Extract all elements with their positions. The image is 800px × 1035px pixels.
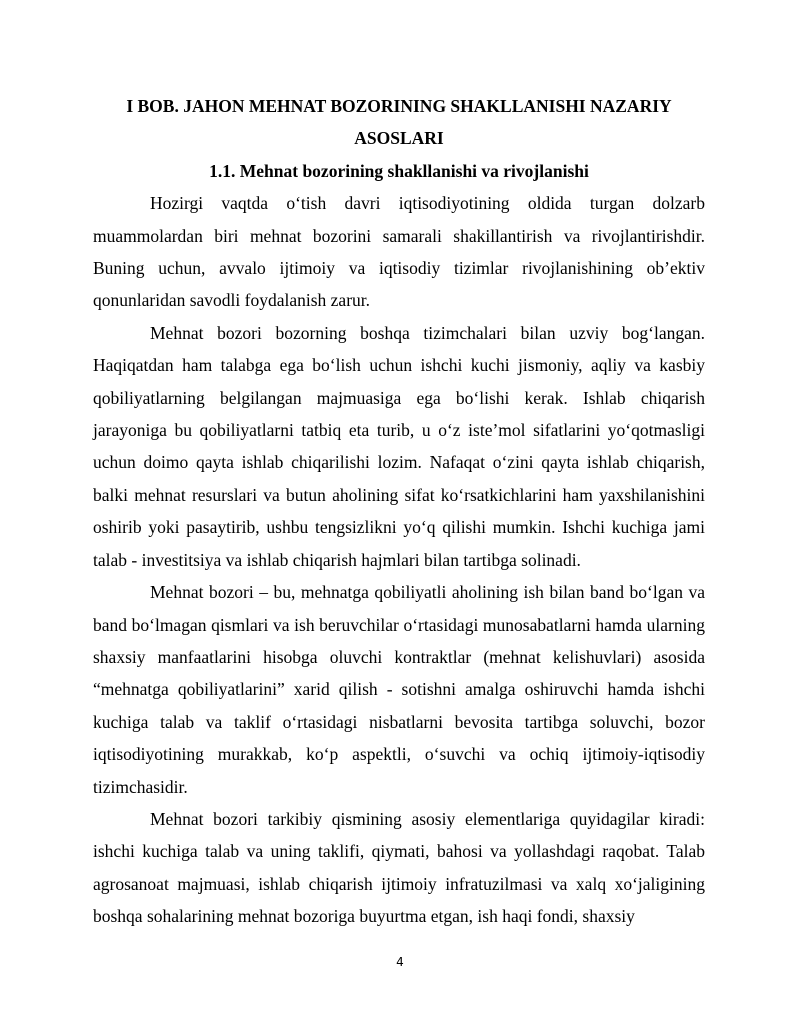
paragraph: Mehnat bozori – bu, mehnatga qobiliyatli aholining ish bilan band bo‘lgan va band bo‘lmagan qismlari va ish beruvchilar o‘rtasidagi munosabatlarni hamda ularning shaxsiy manfaatlarini hisobga oluvchi kontraktlar (mehnat kelishuvlari) asosida “mehnatga qobiliyatlarini” xarid qilish - sotishni amalga oshiruvchi hamda ishchi kuchiga talab va taklif o‘rtasidagi nisbatlarni bevosita tartibga soluvchi, bozor iqtisodiyotining murakkab, ko‘p aspektli, o‘suvchi va ochiq ijtimoiy-iqtisodiy tizimchasidir. bbox=[93, 582, 705, 797]
chapter-title: I BOB. JAHON MEHNAT BOZORINING SHAKLLANISHI NAZARIY ASOSLARI bbox=[126, 96, 672, 149]
paragraph: Hozirgi vaqtda o‘tish davri iqtisodiyotining oldida turgan dolzarb muammolardan biri mehnat bozorini samarali shakillantirish va rivojlantirishdir. Buning uchun, avvalo ijtimoiy va iqtisodiy tizimlar rivojlanishining ob’ektiv qonunlaridan savodli foydalanish zarur. bbox=[93, 193, 705, 311]
paragraph: Mehnat bozori bozorning boshqa tizimchalari bilan uzviy bog‘langan. Haqiqatdan ham talabga ega bo‘lish uchun ishchi kuchi jismoniy, aqliy va kasbiy qobiliyatlarning belgilangan majmuasiga ega bo‘lishi kerak. Ishlab chiqarish jarayoniga bu qobiliyatlarni tatbiq eta turib, u o‘z iste’mol sifatlarini yo‘qotmasligi uchun doimo qayta ishlab chiqarilishi lozim. Nafaqat o‘zini qayta ishlab chiqarish, balki mehnat resurslari va butun aholining sifat ko‘rsatkichlarini ham yaxshilanishini oshirib yoki pasaytirib, ushbu tengsizlikni yo‘q qilishi mumkin. Ishchi kuchiga jami talab - investitsiya va ishlab chiqarish hajmlari bilan tartibga solinadi. bbox=[93, 322, 705, 570]
document-body bbox=[93, 90, 705, 933]
page-number: 4 bbox=[396, 955, 404, 969]
section-title: 1.1. Mehnat bozorining shakllanishi va rivojlanishi bbox=[209, 160, 589, 181]
paragraph: Mehnat bozori tarkibiy qismining asosiy elementlariga quyidagilar kiradi: ishchi kuchiga talab va uning taklifi, qiymati, bahosi va yollashdagi raqobat. Talab agrosanoat majmuasi, ishlab chiqarish ijtimoiy infratuzilmasi va xalq xo‘jaligining boshqa sohalarining mehnat bozoriga buyurtma etgan, ish haqi fondi, shaxsiy bbox=[93, 808, 705, 927]
